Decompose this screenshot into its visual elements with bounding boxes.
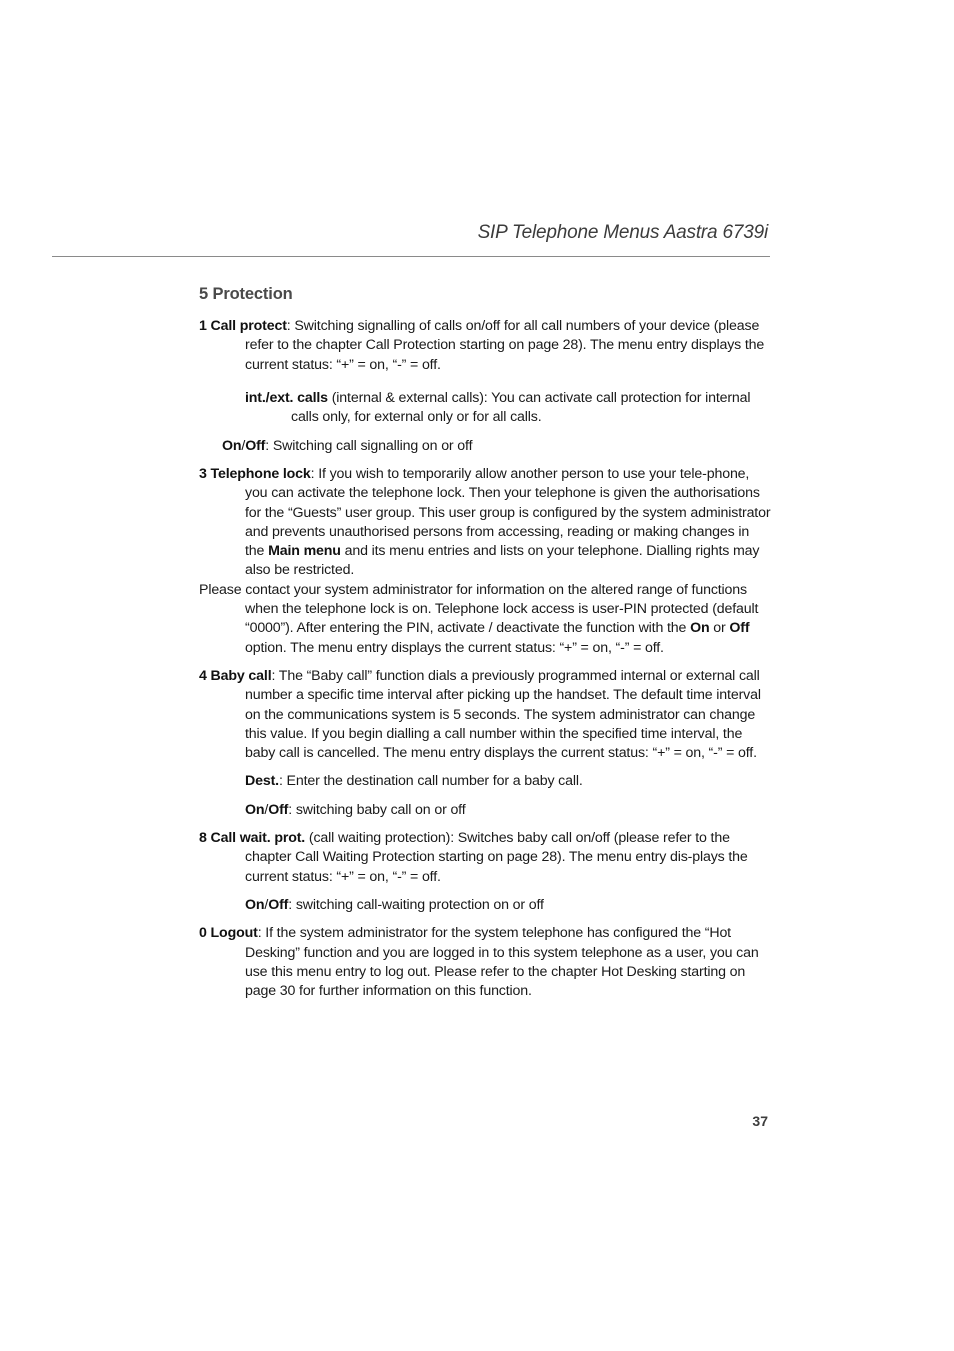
option-destination	[245, 772, 771, 791]
sub-entry-int-ext-calls	[245, 389, 771, 428]
option-off: Off	[245, 437, 266, 454]
option-slash: /	[241, 437, 246, 454]
option-on-off-call-wait	[245, 896, 771, 915]
entry-text: and its menu entries and lists on your telephone. Dialling rights may also be restricted.	[245, 543, 760, 579]
option-on: On	[245, 801, 265, 818]
section-title: 5 Protection	[199, 285, 293, 303]
running-header-title: SIP Telephone Menus Aastra 6739i	[477, 222, 768, 243]
option-text: : Switching call signalling on or off	[265, 437, 473, 454]
page-number: 37	[752, 1113, 768, 1129]
entry-term: 0 Logout	[199, 925, 258, 942]
entry-text: or	[709, 620, 730, 637]
option-slash: /	[264, 896, 269, 913]
sub-entry-text: (internal & external calls): You can activate call protection for internal calls only, for external only or for all calls.	[291, 390, 751, 426]
entry-term: 8 Call wait. prot.	[199, 830, 306, 847]
option-on-off-call-protect	[222, 437, 771, 456]
option-slash: /	[264, 801, 269, 818]
entry-text: : Switching signalling of calls on/off for all call numbers of your device (please refer to the chapter Call Protection starting on page 28). The menu entry displays the current status: “+” = on, “-” = off.	[245, 318, 765, 373]
option-text: : switching call-waiting protection on or off	[288, 896, 544, 913]
entry-term: 4 Baby call	[199, 667, 272, 684]
entry-call-wait-prot	[199, 829, 771, 887]
entry-text: option. The menu entry displays the current status: “+” = on, “-” = off.	[245, 639, 664, 656]
entry-text: Please contact your system administrator for information on the altered range of functions when the telephone lock is on. Telephone lock access is user-PIN protected (default “0000”). After entering the PIN, activate / deactivate the function with the	[199, 581, 759, 637]
main-menu-term: Main menu	[268, 543, 341, 560]
entry-term: 1 Call protect	[199, 318, 287, 334]
option-on: On	[690, 620, 710, 637]
option-on-off-baby-call	[245, 801, 771, 820]
entry-call-protect	[199, 317, 771, 375]
option-on: On	[245, 896, 265, 913]
main-content	[199, 284, 771, 1010]
entry-logout	[199, 924, 771, 1001]
sub-entry-term: int./ext. calls	[245, 390, 328, 407]
entry-continuation	[199, 581, 771, 658]
header-divider	[52, 256, 770, 257]
entry-text: : The “Baby call” function dials a previously programmed internal or external call number a specific time interval after picking up the handset. The default time interval on the communications system is 5 seconds. The system administrator can change this value. If you begin dialling a call number within the specified time interval, the baby call is cancelled. The menu entry displays the current status: “+” = on, “-” = off.	[245, 667, 761, 762]
option-text: : switching baby call on or off	[288, 801, 466, 818]
option-off: Off	[268, 896, 289, 913]
option-on: On	[222, 437, 242, 454]
entry-telephone-lock	[199, 465, 771, 658]
dest-term: Dest.	[245, 773, 279, 790]
entry-text: : If you wish to temporarily allow another person to use your tele-phone, you can activate the telephone lock. Then your telephone is given the authorisations for the “Guests” user group. This user group is configured by the system administrator and prevents unauthorised persons from accessing, reading or making changes in the	[245, 465, 771, 560]
entry-term: 3 Telephone lock	[199, 465, 311, 482]
entry-baby-call	[199, 667, 771, 763]
option-off: Off	[729, 620, 750, 637]
dest-text: : Enter the destination call number for a baby call.	[278, 773, 583, 790]
entry-text: (call waiting protection): Switches baby call on/off (please refer to the chapter Call Waiting Protection starting on page 28). The menu entry dis-plays the current status: “+” = on, “-” = off.	[245, 830, 748, 885]
entry-text: : If the system administrator for the system telephone has configured the “Hot Desking” function and you are logged in to this system telephone as a user, you can use this menu entry to log out. Please refer to the chapter Hot Desking starting on page 30 for further information on this function.	[245, 925, 759, 1000]
option-off: Off	[268, 801, 289, 818]
